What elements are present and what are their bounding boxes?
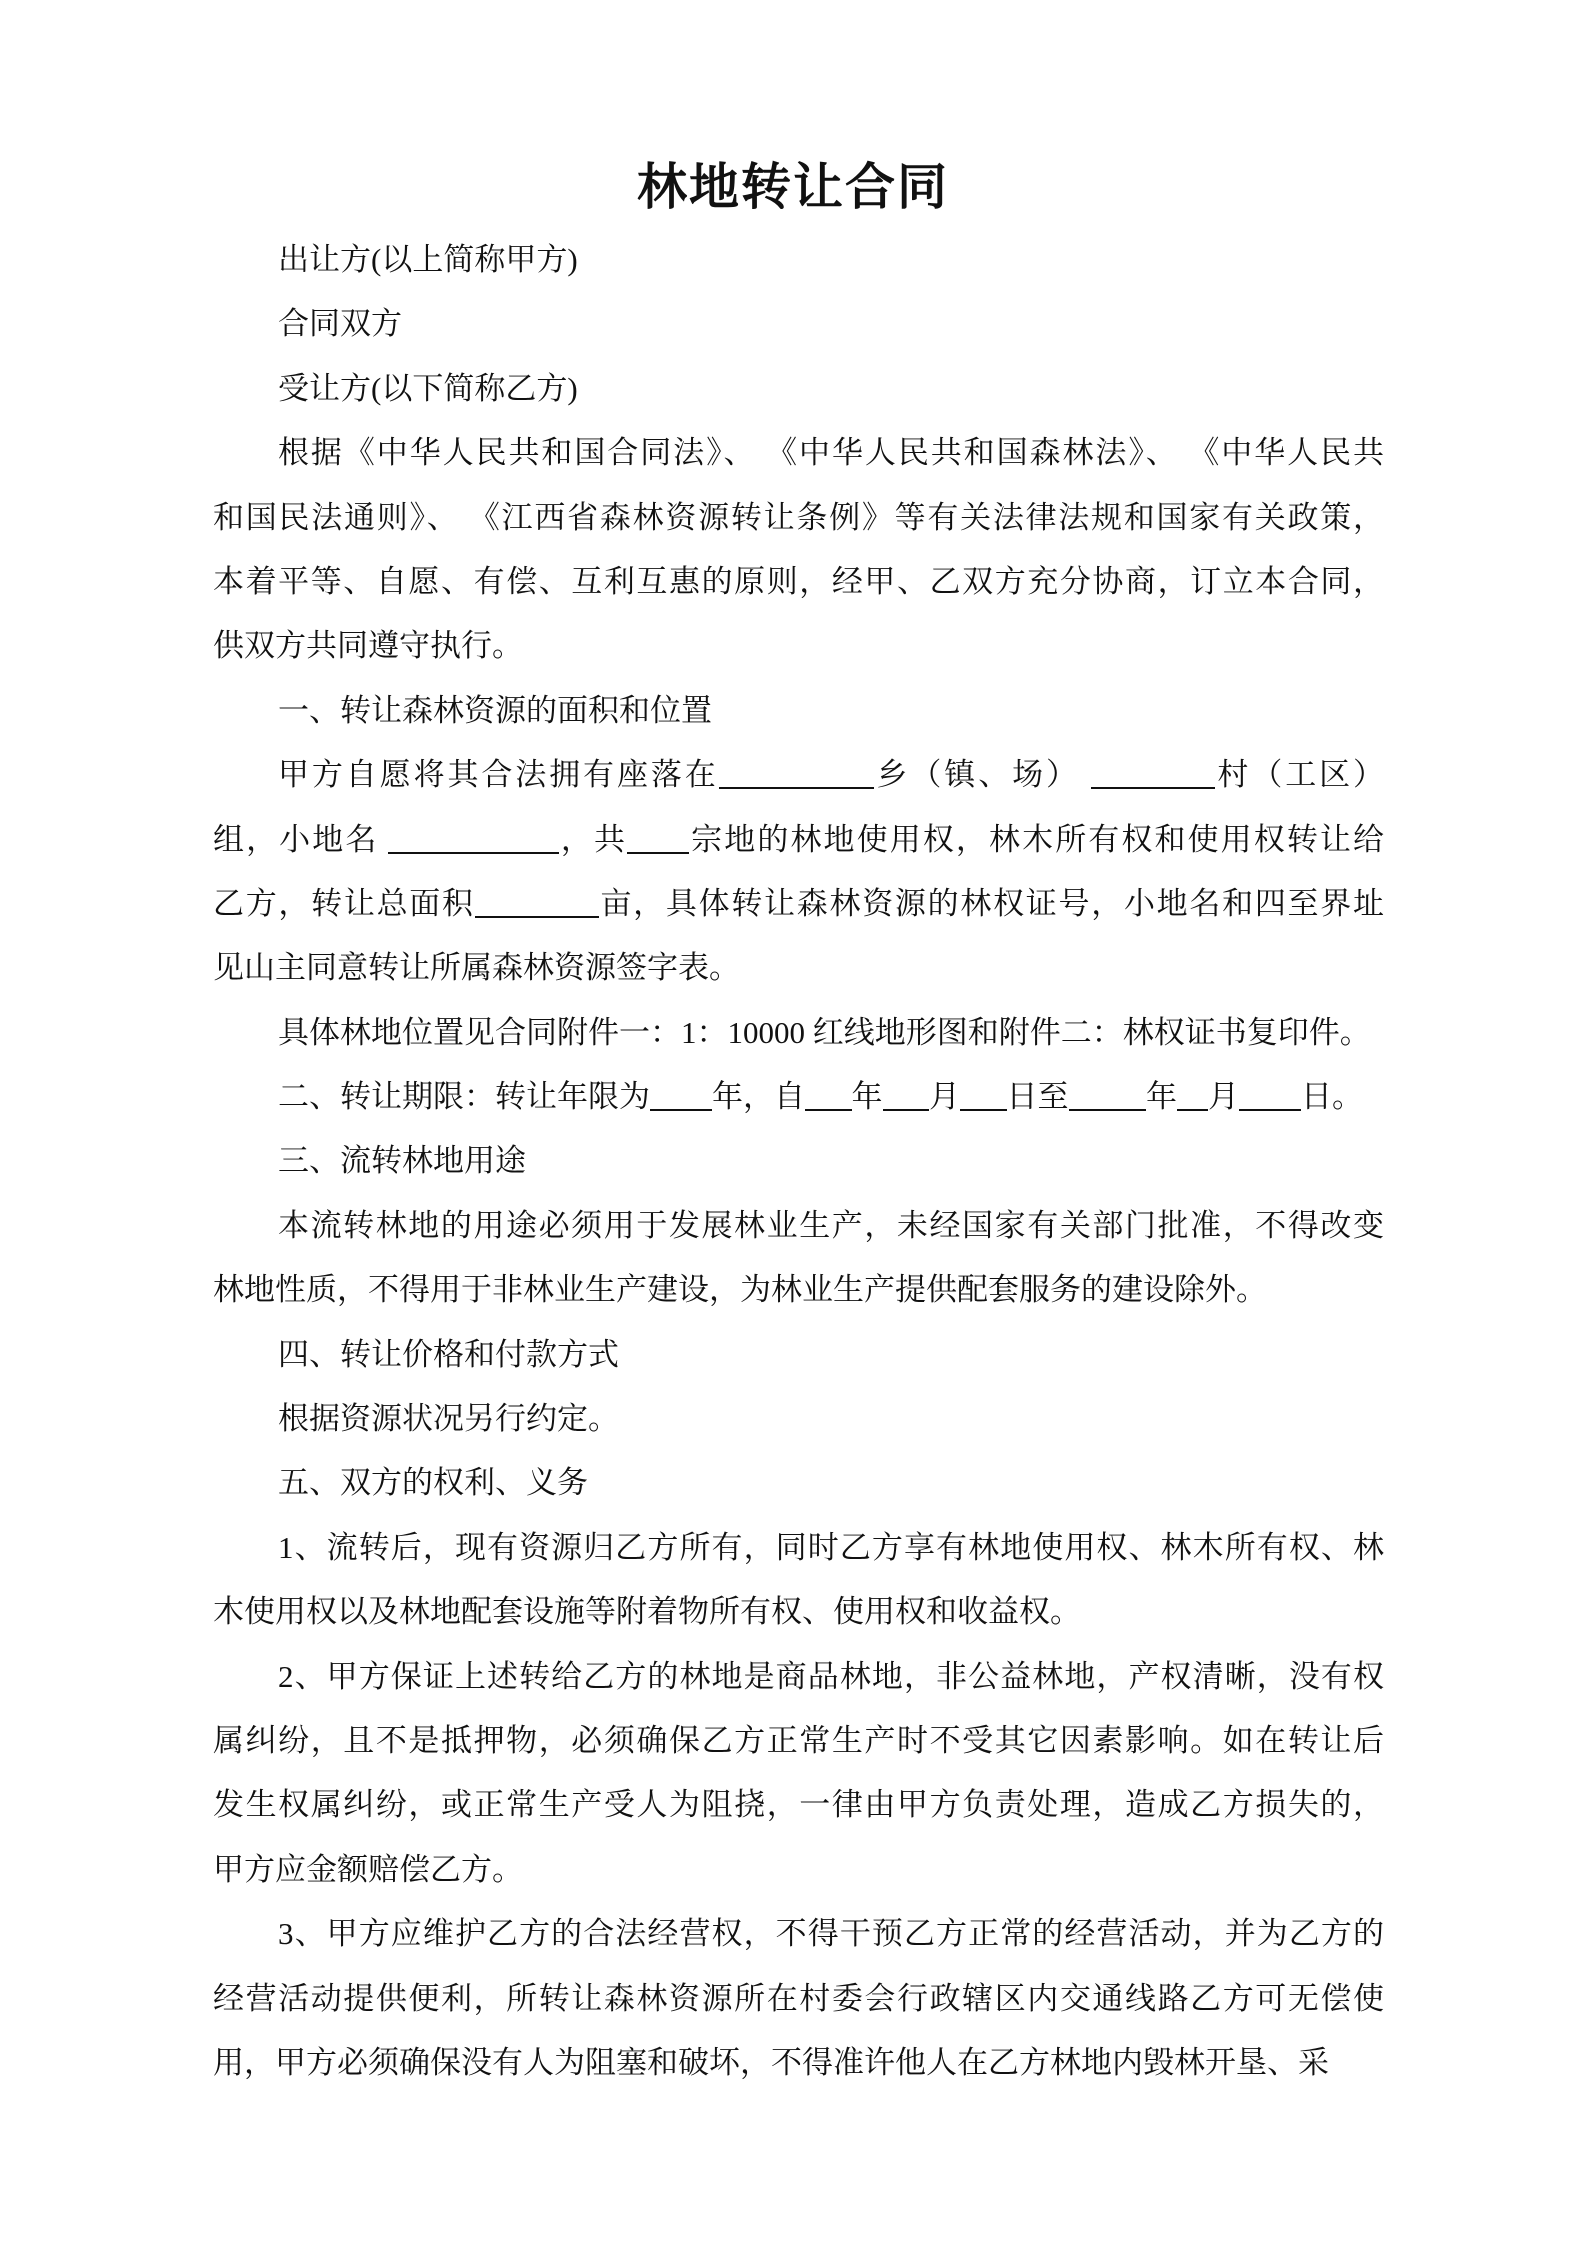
fill-in-blank[interactable]: [805, 1073, 852, 1111]
paragraph-line: [213, 614, 1384, 678]
text-segment: 属纠纷，且不是抵押物，必须确保乙方正常生产时不受其它因素影响。如在转让后: [213, 1722, 1384, 1758]
text-segment: 年: [851, 1079, 883, 1115]
paragraph-line: [213, 1001, 1384, 1065]
paragraph-line: [213, 2031, 1384, 2095]
fill-in-blank[interactable]: [475, 880, 599, 918]
text-segment: 三、流转林地用途: [278, 1143, 526, 1179]
paragraph-line: [213, 936, 1384, 1000]
text-segment: 出让方(以上简称甲方): [278, 242, 578, 277]
paragraph-line: [213, 1387, 1384, 1451]
text-segment: 2、甲方保证上述转给乙方的林地是商品林地，非公益林地，产权清晰，没有权: [278, 1658, 1384, 1694]
text-segment: 五、双方的权利、义务: [278, 1465, 588, 1501]
fill-in-blank[interactable]: [1177, 1073, 1208, 1111]
paragraph-line: [213, 743, 1384, 807]
paragraph-line: [213, 357, 1384, 421]
text-segment: 年: [1146, 1079, 1177, 1115]
document-title: 林地转让合同: [637, 159, 949, 215]
paragraph-line: [213, 550, 1384, 614]
fill-in-blank[interactable]: [719, 751, 874, 789]
text-segment: 日。: [1301, 1079, 1363, 1115]
fill-in-blank[interactable]: [960, 1073, 1007, 1111]
paragraph-line: [213, 1967, 1384, 2031]
text-segment: 本流转林地的用途必须用于发展林业生产，未经国家有关部门批准，不得改变: [278, 1207, 1384, 1243]
fill-in-blank[interactable]: [883, 1073, 930, 1111]
text-segment: 乙方，转让总面积: [213, 885, 475, 921]
text-segment: 用，甲方必须确保没有人为阻塞和破坏，不得准许他人在乙方林地内毁林开垦、采: [213, 2044, 1329, 2080]
text-segment: 一、转让森林资源的面积和位置: [278, 692, 712, 728]
paragraph-line: [213, 1323, 1384, 1387]
text-segment: 亩，具体转让森林资源的林权证号，小地名和四至界址: [598, 885, 1384, 921]
text-segment: 合同双方: [278, 306, 402, 342]
text-segment: 具体林地位置见合同附件一：1：10000 红线地形图和附件二：林权证书复印件。: [278, 1014, 1371, 1050]
paragraph-line: [213, 1194, 1384, 1258]
paragraph-line: [213, 1129, 1384, 1193]
paragraph-line: [213, 486, 1384, 550]
text-segment: 月: [1208, 1079, 1239, 1115]
text-segment: 宗地的林地使用权，林木所有权和使用权转让给: [689, 821, 1385, 857]
fill-in-blank[interactable]: [388, 816, 559, 854]
paragraph-line: [213, 872, 1384, 936]
text-segment: 木使用权以及林地配套设施等附着物所有权、使用权和收益权。: [213, 1594, 1081, 1630]
fill-in-blank[interactable]: [650, 1073, 712, 1111]
paragraph-line: [213, 1580, 1384, 1644]
paragraph-line: [213, 1451, 1384, 1515]
text-segment: 月: [929, 1079, 960, 1115]
text-segment: 根据资源状况另行约定。: [278, 1401, 619, 1437]
fill-in-blank[interactable]: [1069, 1073, 1147, 1111]
paragraph-line: [213, 292, 1384, 356]
text-segment: 经营活动提供便利，所转让森林资源所在村委会行政辖区内交通线路乙方可无偿使: [213, 1980, 1384, 2016]
document-body: [213, 228, 1384, 2095]
text-segment: 1、流转后，现有资源归乙方所有，同时乙方享有林地使用权、林木所有权、林: [278, 1529, 1384, 1565]
text-segment: 二、转让期限：转让年限为: [278, 1079, 650, 1115]
text-segment: 甲方自愿将其合法拥有座落在: [278, 757, 719, 793]
paragraph-line: [213, 228, 1384, 292]
fill-in-blank[interactable]: [1239, 1073, 1301, 1111]
paragraph-line: [213, 1709, 1384, 1773]
text-segment: 见山主同意转让所属森林资源签字表。: [213, 950, 740, 986]
text-segment: 组，小地名: [213, 821, 389, 857]
text-segment: 本着平等、自愿、有偿、互利互惠的原则，经甲、乙双方充分协商，订立本合同，: [213, 563, 1384, 599]
text-segment: 3、甲方应维护乙方的合法经营权，不得干预乙方正常的经营活动，并为乙方的: [278, 1916, 1384, 1952]
text-segment: 甲方应金额赔偿乙方。: [213, 1851, 523, 1887]
paragraph-line: [213, 1773, 1384, 1837]
text-segment: 林地性质，不得用于非林业生产建设，为林业生产提供配套服务的建设除外。: [213, 1272, 1267, 1308]
paragraph-line: [213, 1645, 1384, 1709]
paragraph-line: [213, 808, 1384, 872]
text-segment: 受让方(以下简称乙方): [278, 370, 578, 406]
fill-in-blank[interactable]: [1091, 751, 1215, 789]
text-segment: 四、转让价格和付款方式: [278, 1336, 619, 1372]
paragraph-line: [213, 1902, 1384, 1966]
text-segment: 年，自: [712, 1079, 805, 1115]
paragraph-line: [213, 1838, 1384, 1902]
text-segment: 和国民法通则》、 《江西省森林资源转让条例》等有关法律法规和国家有关政策，: [213, 499, 1384, 535]
text-segment: 供双方共同遵守执行。: [213, 628, 523, 664]
text-segment: ，共: [558, 821, 628, 857]
text-segment: 乡（镇、场）: [873, 757, 1091, 793]
paragraph-line: [213, 679, 1384, 743]
text-segment: 根据《中华人民共和国合同法》、 《中华人民共和国森林法》、 《中华人民共: [278, 435, 1384, 471]
text-segment: 村（工区）: [1214, 757, 1385, 793]
paragraph-line: [213, 1516, 1384, 1580]
paragraph-line: [213, 1065, 1384, 1129]
text-segment: 日至: [1006, 1079, 1069, 1115]
fill-in-blank[interactable]: [627, 816, 689, 854]
paragraph-line: [213, 421, 1384, 485]
text-segment: 发生权属纠纷，或正常生产受人为阻挠，一律由甲方负责处理，造成乙方损失的，: [213, 1787, 1384, 1823]
paragraph-line: [213, 1258, 1384, 1322]
